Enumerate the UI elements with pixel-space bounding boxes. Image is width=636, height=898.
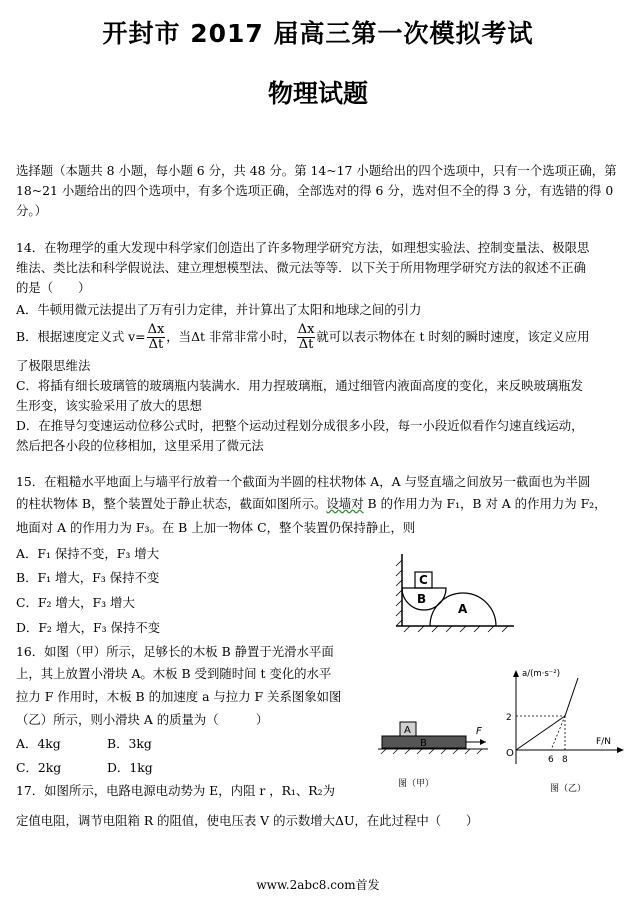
q16-stem: 拉力 F 作用时，木板 B 的加速度 a 与拉力 F 关系图象如图 <box>16 689 342 704</box>
q14-b-text: 就可以表示物体在 t 时刻的瞬时速度，该定义应用 <box>316 329 590 344</box>
label-a: A <box>458 602 468 616</box>
q15-option-b: B．F₁ 增大，F₃ 保持不变 <box>16 570 160 585</box>
graph-segment-2 <box>565 678 578 716</box>
q14-stem: 的是（ ） <box>16 280 91 295</box>
q16-stem: 16．如图（甲）所示，足够长的木板 B 静置于光滑水平面 <box>16 644 334 659</box>
q14-stem: 14．在物理学的重大发现中科学家们创造出了许多物理学研究方法，如理想实验法、控制变量法、极限思 <box>16 240 590 255</box>
exam-title: 开封市 2017 届高三第一次模拟考试 <box>102 19 534 48</box>
q15-option-a: A．F₁ 保持不变，F₃ 增大 <box>16 546 160 561</box>
q14-b-text: B．根据速度定义式 v= <box>16 329 146 344</box>
q14-option-c-cont: 生形变，该实验采用了放大的思想 <box>16 398 202 413</box>
x-tick-6: 6 <box>548 755 554 765</box>
force-label: F <box>476 726 482 737</box>
q14-option-c: C．将插有细长玻璃管的玻璃瓶内装满水．用力捏玻璃瓶，通过细管内液面高度的变化，来反映玻璃瓶发 <box>16 378 584 393</box>
label-b: B <box>417 592 427 606</box>
label-a: A <box>404 725 411 736</box>
q15-stem: 地面对 A 的作用力为 F₃。在 B 上加一物体 C，整个装置仍保持静止，则 <box>16 520 416 535</box>
q14-option-b <box>16 322 589 352</box>
q14-option-b-cont: 了极限思维法 <box>16 358 91 373</box>
caption-yi: 图（乙） <box>550 784 587 794</box>
q15-stem: 15．在粗糙水平地面上与墙平行放着一个截面为半圆的柱状物体 A，A 与竖直墙之间放另一截面也为半圆 <box>16 474 591 489</box>
q16-figure-jia <box>376 716 492 792</box>
caption-jia: 图（甲） <box>398 779 435 789</box>
x-axis-label: F/N <box>596 737 611 747</box>
exam-subtitle: 物理试题 <box>267 79 368 108</box>
q17-stem: 定值电阻，调节电阻箱 R 的阻值，使电压表 V 的示数增大ΔU，在此过程中（ ） <box>16 813 479 828</box>
q14-option-d-cont: 然后把各小段的位移相加，这里采用了微元法 <box>16 438 264 453</box>
origin-label: O <box>506 748 514 759</box>
q15-figure <box>388 552 520 634</box>
q16-stem: （乙）所示，则小滑块 A 的质量为（ ） <box>16 712 269 727</box>
graph-segment-1 <box>516 716 565 750</box>
label-c: C <box>419 573 428 587</box>
intro-line: 分。） <box>16 203 47 218</box>
q15-option-d: D．F₂ 增大，F₃ 保持不变 <box>16 620 161 635</box>
q15-option-c: C．F₂ 增大，F₃ 增大 <box>16 595 135 610</box>
q16-figure-yi <box>502 664 628 794</box>
q14-stem: 维法、类比法和科学假说法、建立理想模型法、微元法等等．以下关于所用物理学研究方法的叙述不正确 <box>16 260 586 275</box>
intro-line: 选择题（本题共 8 小题，每小题 6 分，共 48 分。第 14~17 小题给出的四个选项中，只有一个选项正确，第 <box>16 163 617 178</box>
label-b: B <box>420 738 427 749</box>
footer-source: www.2abc8.com首发 <box>256 878 380 892</box>
delta-fraction: $\frac{\Delta x}{\Delta t}$ <box>147 322 165 352</box>
q16-option-a: A．4kg <box>16 736 61 751</box>
x-tick-8: 8 <box>562 755 568 765</box>
y-tick-2: 2 <box>506 713 512 723</box>
q14-b-text: ，当Δt 非常非常小时， <box>166 329 296 344</box>
q16-option-d: D．1kg <box>107 760 153 775</box>
intro-line: 18~21 小题给出的四个选项中，有多个选项正确，全部选对的得 6 分，选对但不全的得 3 分，有选错的得 0 <box>16 183 614 198</box>
q14-option-a: A．牛顿用微元法提出了万有引力定律，并计算出了太阳和地球之间的引力 <box>16 302 422 317</box>
q16-option-b: B．3kg <box>107 736 152 751</box>
q16-stem: 上，其上放置小滑块 A。木板 B 受到随时间 t 变化的水平 <box>16 666 332 681</box>
q16-option-c: C．2kg <box>16 760 62 775</box>
delta-fraction: $\frac{\Delta x}{\Delta t}$ <box>297 322 315 352</box>
q17-stem: 17．如图所示，电路电源电动势为 E，内阻 r ，R₁、R₂为 <box>16 783 335 798</box>
y-axis-label: a/(m·s⁻²) <box>522 669 561 679</box>
q14-option-d: D．在推导匀变速运动位移公式时，把整个运动过程划分成很多小段，每一小段近似看作匀速直线运动， <box>16 418 584 433</box>
q15-stem: 的柱状物体 B，整个装置处于静止状态，截面如图所示。设墙对 B 的作用力为 F₁，B 对 A 的作用力为 F₂， <box>16 496 607 511</box>
